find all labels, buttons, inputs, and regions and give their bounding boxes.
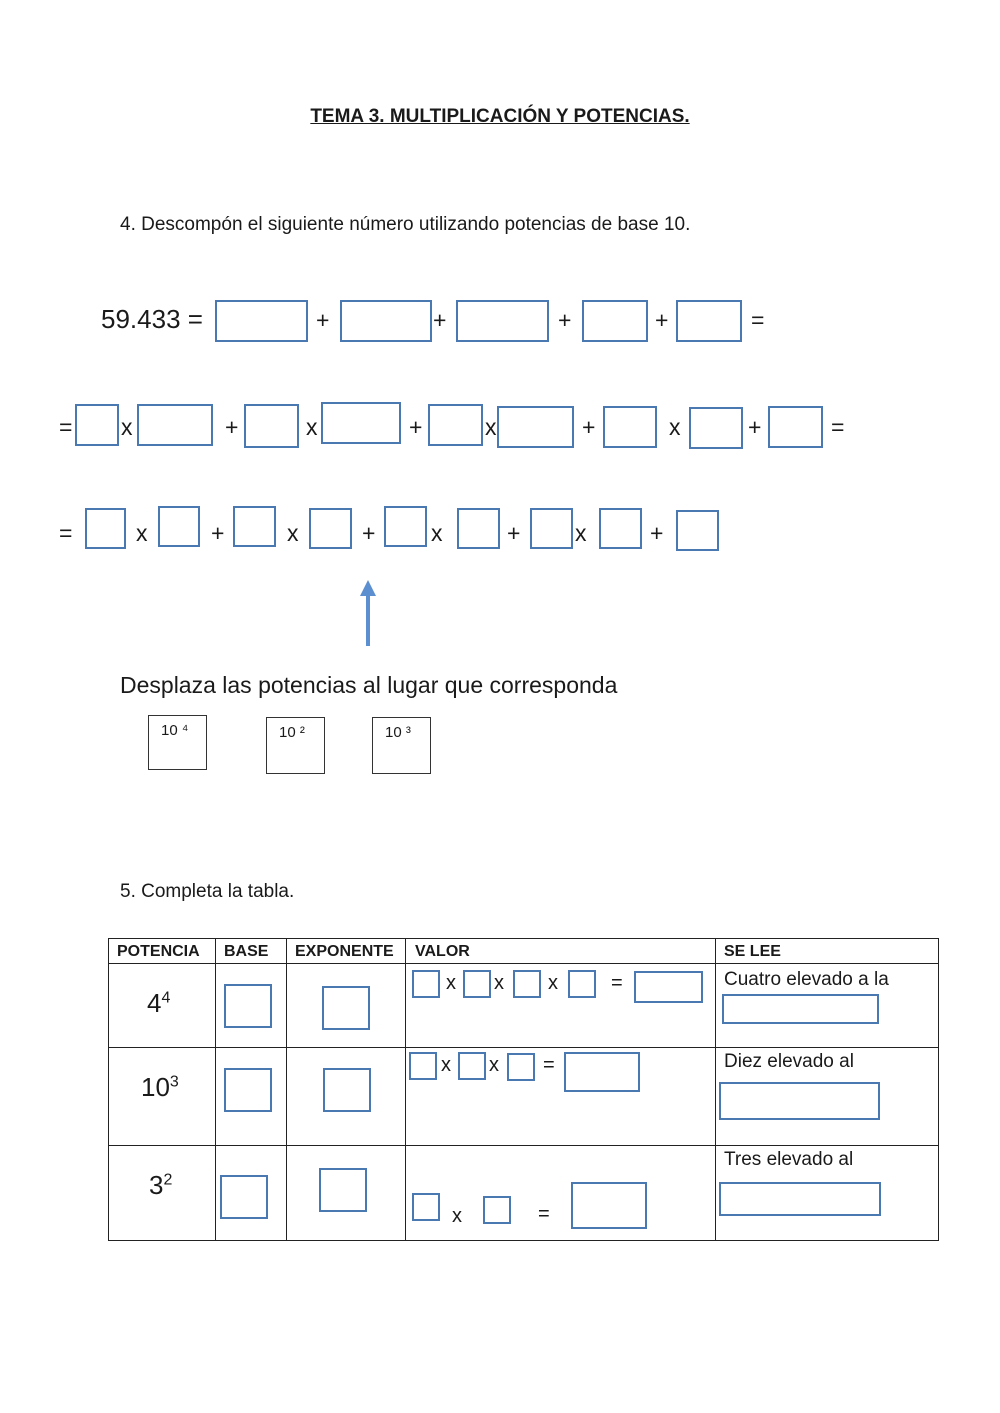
plus-sign: + — [433, 307, 447, 333]
answer-box[interactable] — [137, 404, 213, 446]
answer-box[interactable] — [428, 404, 483, 446]
times-sign: x — [136, 520, 148, 546]
answer-box[interactable] — [244, 404, 299, 448]
times-sign: x — [575, 520, 587, 546]
plus-sign: + — [316, 307, 330, 333]
answer-box[interactable] — [85, 508, 126, 549]
table-border — [108, 1047, 939, 1048]
answer-box[interactable] — [215, 300, 308, 342]
power-tile-10-3[interactable]: 10 ³ — [372, 717, 431, 774]
times-sign: x — [669, 414, 681, 440]
times-sign: x — [548, 972, 558, 994]
drag-instruction: Desplaza las potencias al lugar que corresponda — [120, 672, 618, 698]
arrow-shaft — [366, 594, 370, 646]
power-exponent: 3 — [169, 1073, 179, 1091]
times-sign: x — [489, 1054, 499, 1076]
power-exponent: 2 — [163, 1171, 173, 1189]
base-input[interactable] — [224, 1068, 272, 1112]
plus-sign: + — [558, 307, 572, 333]
equals-sign: = — [611, 972, 623, 994]
exponent-input[interactable] — [322, 986, 370, 1030]
times-sign: x — [452, 1205, 462, 1227]
plus-sign: + — [655, 307, 669, 333]
table-border — [715, 938, 716, 1241]
equals-sign: = — [543, 1054, 555, 1076]
table-border — [938, 938, 939, 1241]
equals-sign: = — [751, 307, 765, 333]
reads-text: Tres elevado al — [724, 1149, 854, 1170]
answer-box[interactable] — [676, 510, 719, 551]
plus-sign: + — [582, 414, 596, 440]
base-input[interactable] — [224, 984, 272, 1028]
value-input[interactable] — [571, 1182, 647, 1229]
table-border — [405, 938, 406, 1241]
header-valor: VALOR — [415, 943, 470, 960]
number-label: 59.433 = — [101, 304, 203, 334]
equals-sign: = — [831, 414, 845, 440]
power-tile-10-4[interactable]: 10 ⁴ — [148, 715, 207, 770]
reads-text: Diez elevado al — [724, 1051, 854, 1072]
value-input[interactable] — [634, 971, 703, 1003]
answer-box[interactable] — [457, 508, 500, 549]
answer-box[interactable] — [309, 508, 352, 549]
exponent-input[interactable] — [319, 1168, 367, 1212]
answer-box[interactable] — [321, 402, 401, 444]
times-sign: x — [494, 972, 504, 994]
answer-box[interactable] — [582, 300, 648, 342]
answer-box[interactable] — [768, 406, 823, 448]
answer-box[interactable] — [456, 300, 549, 342]
answer-box[interactable] — [158, 506, 200, 547]
factor-box[interactable] — [568, 970, 596, 998]
times-sign: x — [287, 520, 299, 546]
power-10-3 — [141, 1072, 179, 1103]
answer-box[interactable] — [603, 406, 657, 448]
base-input[interactable] — [220, 1175, 268, 1219]
table-border — [108, 938, 939, 939]
reads-text: Cuatro elevado a la — [724, 969, 889, 990]
plus-sign: + — [650, 520, 664, 546]
answer-box[interactable] — [233, 506, 276, 547]
times-sign: x — [431, 520, 443, 546]
factor-box[interactable] — [412, 970, 440, 998]
power-base: 3 — [149, 1170, 164, 1200]
answer-box[interactable] — [599, 508, 642, 549]
header-se-lee: SE LEE — [724, 943, 781, 960]
answer-box[interactable] — [676, 300, 742, 342]
times-sign: x — [121, 414, 133, 440]
exercise-5-instruction: 5. Completa la tabla. — [120, 881, 295, 902]
times-sign: x — [306, 414, 318, 440]
factor-box[interactable] — [409, 1052, 437, 1080]
factor-box[interactable] — [463, 970, 491, 998]
factor-box[interactable] — [483, 1196, 511, 1224]
table-border — [108, 1145, 939, 1146]
header-exponente: EXPONENTE — [295, 943, 394, 960]
plus-sign: + — [362, 520, 376, 546]
plus-sign: + — [225, 414, 239, 440]
table-border — [108, 1240, 939, 1241]
factor-box[interactable] — [458, 1052, 486, 1080]
page-title: TEMA 3. MULTIPLICACIÓN Y POTENCIAS. — [310, 106, 690, 127]
reads-input[interactable] — [719, 1082, 880, 1120]
table-border — [286, 938, 287, 1241]
answer-box[interactable] — [340, 300, 432, 342]
power-4-4 — [147, 988, 170, 1019]
plus-sign: + — [211, 520, 225, 546]
table-border — [215, 938, 216, 1241]
plus-sign: + — [409, 414, 423, 440]
answer-box[interactable] — [384, 506, 427, 547]
reads-input[interactable] — [722, 994, 879, 1024]
answer-box[interactable] — [689, 407, 743, 449]
plus-sign: + — [507, 520, 521, 546]
times-sign: x — [485, 414, 497, 440]
exercise-4-instruction: 4. Descompón el siguiente número utilizando potencias de base 10. — [120, 214, 691, 235]
equals-sign: = — [59, 414, 73, 440]
exponent-input[interactable] — [323, 1068, 371, 1112]
answer-box[interactable] — [530, 508, 573, 549]
header-base: BASE — [224, 943, 269, 960]
table-border — [108, 938, 109, 1241]
equals-sign: = — [59, 520, 73, 546]
factor-box[interactable] — [412, 1193, 440, 1221]
answer-box[interactable] — [75, 404, 119, 446]
equals-sign: = — [538, 1203, 550, 1225]
plus-sign: + — [748, 414, 762, 440]
power-tile-10-2[interactable]: 10 ² — [266, 717, 325, 774]
table-border — [108, 963, 939, 964]
value-input[interactable] — [564, 1052, 640, 1092]
times-sign: x — [446, 972, 456, 994]
factor-box[interactable] — [507, 1053, 535, 1081]
power-base: 4 — [147, 988, 162, 1018]
factor-box[interactable] — [513, 970, 541, 998]
power-base: 10 — [141, 1072, 170, 1102]
times-sign: x — [441, 1054, 451, 1076]
header-potencia: POTENCIA — [117, 943, 200, 960]
power-exponent: 4 — [161, 989, 171, 1007]
answer-box[interactable] — [497, 406, 574, 448]
power-3-2 — [149, 1170, 172, 1201]
reads-input[interactable] — [719, 1182, 881, 1216]
